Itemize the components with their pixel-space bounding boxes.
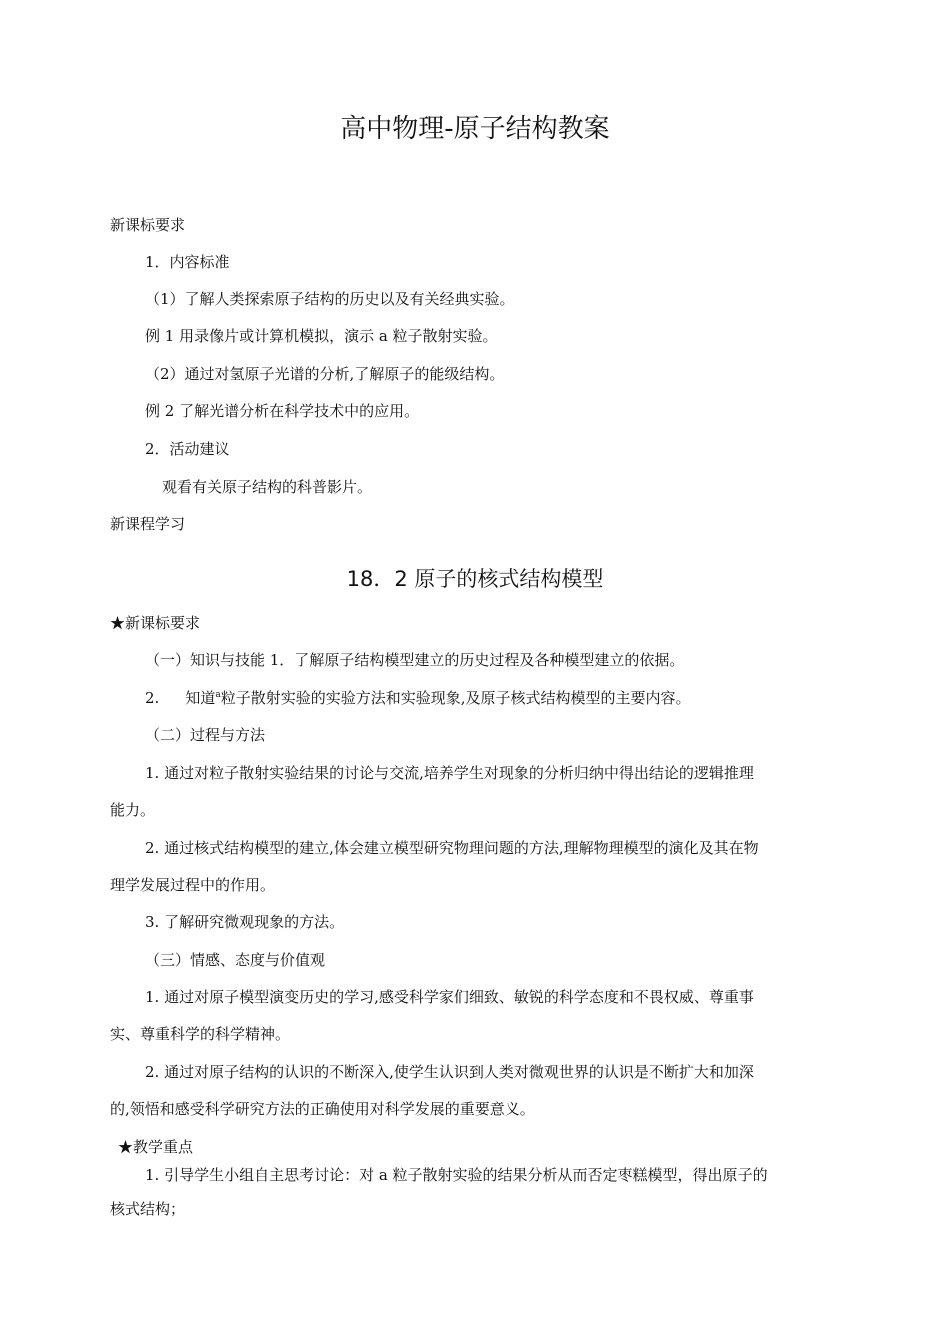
paragraph: （一）知识与技能 1．了解原子结构模型建立的历史过程及各种模型建立的依据。: [145, 651, 685, 669]
list-item: （1）了解人类探索原子结构的历史以及有关经典实验。: [145, 290, 515, 308]
paragraph: 理学发展过程中的作用。: [110, 876, 276, 894]
list-item: 观看有关原子结构的科普影片。: [162, 478, 373, 496]
document-title: 高中物理-原子结构教案: [340, 114, 610, 144]
list-number: 2.: [145, 689, 160, 707]
paragraph-text: 粒子散射实验的实验方法和实验现象,及原子核式结构模型的主要内容。: [220, 689, 691, 707]
alpha-superscript: a: [215, 690, 221, 700]
paragraph: 1. 引导学生小组自主思考讨论：对 a 粒子散射实验的结果分析从而否定枣糕模型，得出原子的: [145, 1166, 768, 1184]
paragraph: 实、尊重科学的科学精神。: [110, 1025, 291, 1043]
subsection-heading: （二）过程与方法: [145, 726, 266, 744]
list-item: （2）通过对氢原子光谱的分析,了解原子的能级结构。: [145, 365, 505, 383]
paragraph: 的,领悟和感受科学研究方法的正确使用对科学发展的重要意义。: [110, 1100, 535, 1118]
paragraph: 1. 通过对粒子散射实验结果的讨论与交流,培养学生对现象的分析归纳中得出结论的逻辑推理: [145, 764, 754, 782]
list-item: 2．活动建议: [145, 440, 230, 458]
paragraph: 核式结构；: [110, 1200, 186, 1218]
paragraph-text: 知道: [185, 689, 216, 707]
section-heading: ★教学重点: [118, 1138, 194, 1156]
subsection-heading: （三）情感、态度与价值观: [145, 951, 326, 969]
paragraph: 2. 通过对原子结构的认识的不断深入,使学生认识到人类对微观世界的认识是不断扩大和加深: [145, 1063, 754, 1081]
section-heading: ★新课标要求: [110, 614, 201, 632]
paragraph: 3. 了解研究微观现象的方法。: [145, 913, 345, 931]
paragraph: [145, 688, 690, 711]
list-item: 例 1 用录像片或计算机模拟，演示 a 粒子散射实验。: [145, 327, 498, 345]
list-item: 1．内容标准: [145, 253, 230, 271]
list-item: 例 2 了解光谱分析在科学技术中的应用。: [145, 402, 420, 420]
paragraph: 能力。: [110, 801, 156, 819]
section-heading: 新课标要求: [110, 216, 186, 234]
section-heading: 新课程学习: [110, 515, 186, 533]
paragraph: 1. 通过对原子模型演变历史的学习,感受科学家们细致、敏锐的科学态度和不畏权威、尊重事: [145, 988, 754, 1006]
paragraph: 2. 通过核式结构模型的建立,体会建立模型研究物理问题的方法,理解物理模型的演化及其在物: [145, 839, 759, 857]
section-title: 18．2 原子的核式结构模型: [346, 567, 604, 591]
